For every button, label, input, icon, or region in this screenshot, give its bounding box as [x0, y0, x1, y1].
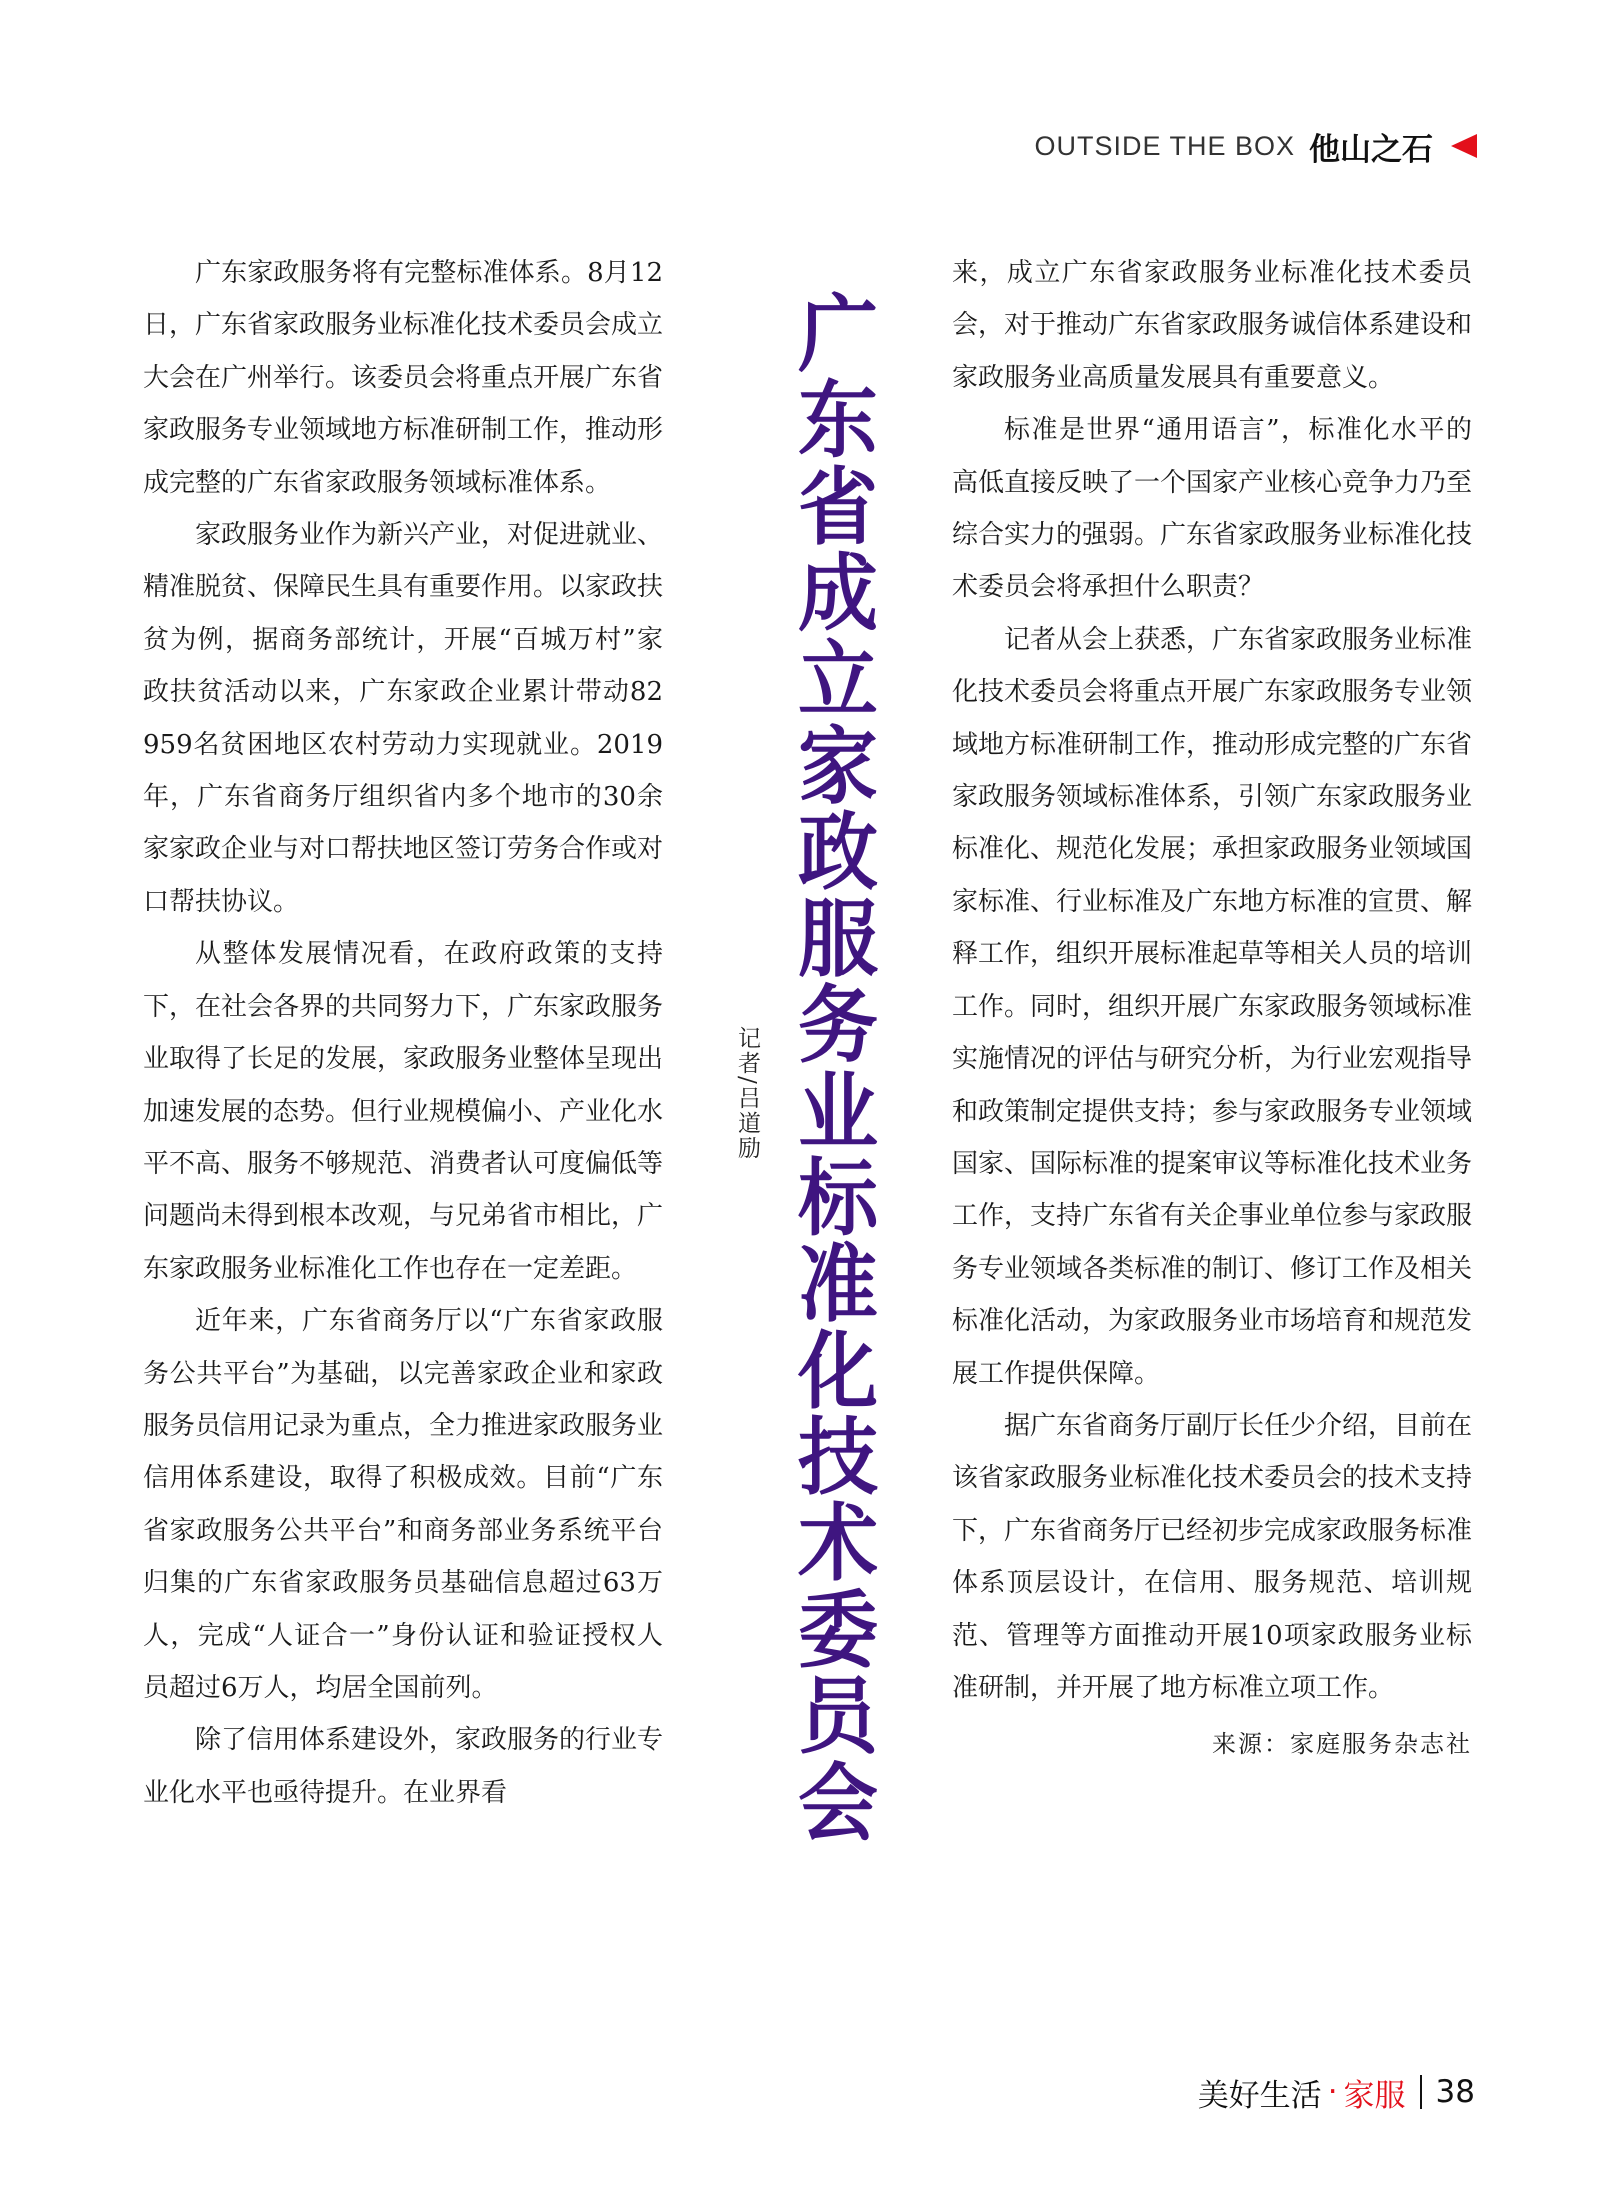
paragraph: 据广东省商务厅副厅长任少介绍，目前在该省家政服务业标准化技术委员会的技术支持下，广东省商务厅已经初步完成家政服务标准体系顶层设计，在信用、服务规范、培训规范、管理等方面推动开展10项家政服务业标准研制，并开展了地方标准立项工作。	[952, 1410, 1473, 1703]
title-char: 省	[798, 458, 878, 557]
title-char: 广	[798, 285, 878, 384]
title-char: 家	[798, 717, 878, 816]
title-char: 术	[798, 1495, 878, 1593]
section-name-cn: 他山之石	[1309, 131, 1433, 168]
title-char: 委	[798, 1581, 878, 1680]
paragraph: 记者从会上获悉，广东省家政服务业标准化技术委员会将重点开展广东家政服务专业领域地方标准研制工作，推动形成完整的广东省家政服务领域标准体系，引领广东家政服务业标准化、规范化发展；承担家政服务业领域国家标准、行业标准及广东地方标准的宣贯、解释工作，组织开展标准起草等相关人员的培训工作。同时，组织开展广东家政服务领域标准实施情况的评估与研究分析，为行业宏观指导和政策制定提供支持；参与家政服务专业领域国家、国际标准的提案审议等标准化技术业务工作，支持广东省有关企事业单位参与家政服务专业领域各类标准的制订、修订工作及相关标准化活动，为家政服务业市场培育和规范发展工作提供保障。	[952, 624, 1473, 1389]
reporter-byline: 记者/吕道励	[734, 1026, 760, 1161]
paragraph: 家政服务业作为新兴产业，对促进就业、精准脱贫、保障民生具有重要作用。以家政扶贫为例，据商务部统计，开展“百城万村”家政扶贫活动以来，广东家政企业累计带动82 959名贫困地区农村劳动力实现就业。2019年，广东省商务厅组织省内多个地市的30余家家政企业与对口帮扶地区签订劳务合作或对口帮扶协议。	[143, 520, 664, 917]
divider	[1420, 2075, 1422, 2109]
separator-dot: ·	[1327, 2074, 1338, 2110]
paragraph: 近年来，广东省商务厅以“广东省家政服务公共平台”为基础，以完善家政企业和家政服务员信用记录为重点，全力推进家政服务业信用体系建设，取得了积极成效。目前“广东省家政服务公共平台”和商务部业务系统平台归集的广东省家政服务员基础信息超过63万人，完成“人证合一”身份认证和验证授权人员超过6万人，均居全国前列。	[143, 1306, 664, 1703]
section-header	[1034, 126, 1477, 166]
title-char: 务	[798, 976, 878, 1075]
article-source: 来源：家庭服务杂志社	[1212, 1730, 1472, 1759]
title-char: 准	[798, 1235, 878, 1334]
paragraph-continued: 来，成立广东省家政服务业标准化技术委员会，对于推动广东省家政服务诚信体系建设和家政服务业高质量发展具有重要意义。	[952, 258, 1473, 393]
paragraph: 标准是世界“通用语言”，标准化水平的高低直接反映了一个国家产业核心竞争力乃至综合实力的强弱。广东省家政服务业标准化技术委员会将承担什么职责？	[952, 415, 1473, 603]
paragraph: 从整体发展情况看，在政府政策的支持下，在社会各界的共同努力下，广东家政服务业取得了长足的发展，家政服务业整体呈现出加速发展的态势。但行业规模偏小、产业化水平不高、服务不够规范、消费者认可度偏低等问题尚未得到根本改观，与兄弟省市相比，广东家政服务业标准化工作也存在一定差距。	[143, 939, 664, 1284]
title-char: 东	[798, 372, 878, 470]
section-label: 家服	[1343, 2077, 1406, 2114]
paragraph: 除了信用体系建设外，家政服务的行业专业化水平也亟待提升。在业界看	[143, 1725, 664, 1808]
title-char: 成	[798, 544, 878, 643]
title-char: 技	[798, 1408, 878, 1507]
title-char: 员	[798, 1667, 878, 1766]
left-column	[143, 247, 663, 1819]
page-number: 38	[1435, 2074, 1475, 2110]
title-char: 会	[798, 1754, 878, 1852]
right-column	[952, 247, 1472, 1770]
triangle-marker-icon	[1451, 134, 1477, 158]
title-char: 政	[798, 803, 878, 902]
magazine-name: 美好生活	[1197, 2077, 1322, 2114]
title-char: 立	[798, 631, 878, 729]
article-title	[788, 285, 888, 1852]
title-char: 业	[798, 1063, 878, 1161]
title-char: 化	[798, 1322, 878, 1420]
section-name-en: OUTSIDE THE BOX	[1034, 130, 1295, 161]
title-char: 标	[798, 1149, 878, 1248]
page-footer	[1198, 2070, 1475, 2114]
paragraph: 广东家政服务将有完整标准体系。8月12日，广东省家政服务业标准化技术委员会成立大会在广州举行。该委员会将重点开展广东省家政服务专业领域地方标准研制工作，推动形成完整的广东省家政服务领域标准体系。	[143, 258, 664, 498]
title-char: 服	[798, 890, 878, 989]
